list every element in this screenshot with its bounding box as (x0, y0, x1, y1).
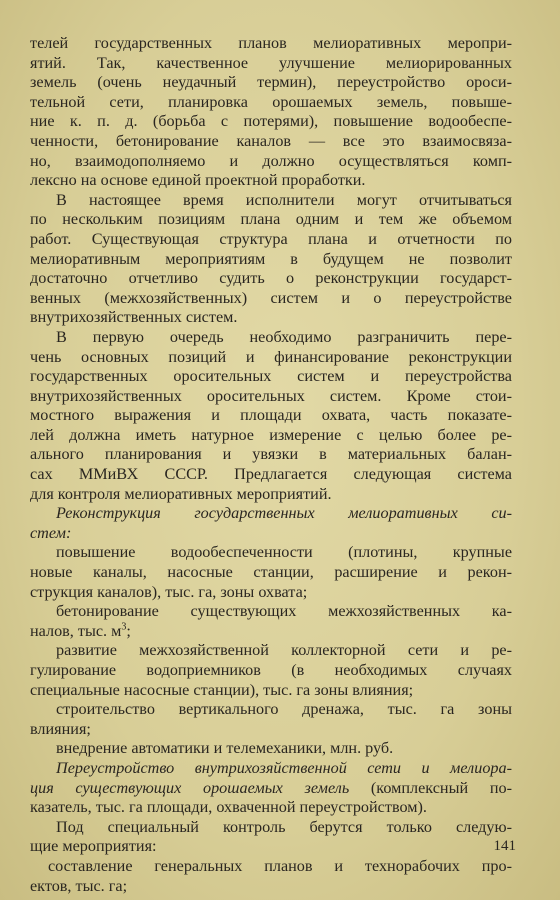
text-line: казатель, тыс. га площади, охваченной переустройством). (30, 798, 427, 817)
text-line: ятий. Так, качественное улучшение мелиорированных (30, 53, 512, 72)
heading-line: стем: (30, 523, 72, 542)
text-line: Под специальный контроль берутся только следую- (56, 817, 512, 836)
heading-line (30, 779, 512, 799)
text-line: ченности, бетонирование каналов — все это взаимосвяза- (30, 131, 512, 150)
text-line: но, взаимодополняемо и должно осуществляться комп- (30, 151, 512, 170)
text-line: составление генеральных планов и технорабочих про- (48, 856, 512, 875)
text-line: телей государственных планов мелиоративных меропри- (30, 34, 512, 52)
text-fragment: налов, тыс. м (30, 621, 122, 640)
text-line: развитие межхозяйственной коллекторной сети и ре- (56, 641, 512, 660)
heading-line: Переустройство внутрихозяйственной сети и мелиора- (56, 758, 512, 777)
text-line: чень основных позиций и финансирование реконструкции (30, 347, 512, 366)
text-line: бетонирование существующих межхозяйственных ка- (56, 602, 512, 621)
text-line: для контроля мелиоративных мероприятий. (30, 484, 332, 503)
text-line: земель (очень неудачный термин), переустройство ороси- (30, 73, 512, 92)
text-line: строительство вертикального дренажа, тыс. га зоны (56, 700, 512, 719)
text-line: щие мероприятия: (30, 837, 157, 856)
text-line: мостного выражения и площади охвата, часть показате- (30, 406, 512, 425)
reconstruction-list (30, 543, 512, 759)
text-line: по нескольким позициям плана одним и тем же объемом (30, 210, 512, 229)
paragraph-3 (30, 328, 512, 504)
text-line: работ. Существующая структура плана и отчетности по (30, 229, 512, 248)
text-line: венных (межхозяйственных) систем и о переустройстве (30, 288, 512, 307)
text-line: ние к. п. д. (борьба с потерями), повышение водообеспе- (30, 112, 512, 131)
text-line: гулирование водоприемников (в необходимых случаях (30, 661, 512, 679)
paragraph-4 (30, 818, 512, 857)
text-line: лей должна иметь натурное измерение с целью более ре- (30, 425, 512, 444)
text-line: государственных оросительных систем и переустройства (30, 367, 512, 386)
text-line: влияния; (30, 719, 91, 738)
text-line: внедрение автоматики и телемеханики, млн. руб. (56, 739, 394, 758)
text-line: достаточно отчетливо судить о реконструкции государст- (30, 269, 512, 288)
list-item (30, 700, 512, 739)
text-line: В настоящее время исполнители могут отчитываться (56, 190, 512, 209)
paragraph-2 (30, 191, 512, 328)
text-line: специальные насосные станции), тыс. га зоны влияния; (30, 680, 414, 699)
text-line: тельной сети, планировка орошаемых земель, повыше- (30, 92, 512, 111)
list-item (30, 602, 512, 641)
heading-fragment: ция существующих орошаемых земель (30, 778, 350, 797)
text-line: сах ММиВХ СССР. Предлагается следующая система (30, 465, 512, 484)
text-line: струкция каналов), тыс. га, зоны охвата; (30, 582, 308, 601)
text-line (30, 622, 512, 642)
heading-line: Реконструкция государственных мелиоративных си- (56, 504, 512, 523)
text-line: внутрихозяйственных систем. (30, 308, 238, 327)
text-line: лексно на основе единой проектной проработки. (30, 171, 366, 190)
text-line: В первую очередь необходимо разграничить пере- (56, 327, 512, 346)
section-heading-restructuring (30, 759, 512, 818)
punctuation: ; (126, 621, 131, 640)
text-line: мелиоративным мероприятиям в будущем не позволит (30, 249, 512, 268)
page-body (30, 34, 512, 896)
control-list (30, 857, 512, 896)
paragraph-1 (30, 34, 512, 191)
text-line: ального планирования и увязки в материальных балан- (30, 445, 512, 464)
text-fragment: (комплексный по- (349, 778, 512, 797)
section-heading-reconstruction (30, 504, 512, 543)
superscript: 3 (121, 621, 127, 633)
list-item (30, 543, 512, 602)
text-line: ектов, тыс. га; (30, 876, 128, 895)
text-line: внутрихозяйственных оросительных систем. Кроме стои- (30, 386, 512, 405)
list-item (30, 857, 512, 896)
list-item (30, 739, 512, 759)
page-number: 141 (493, 838, 516, 854)
text-line: повышение водообеспеченности (плотины, крупные (56, 543, 512, 562)
text-line: новые каналы, насосные станции, расширение и рекон- (30, 563, 512, 582)
list-item (30, 641, 512, 700)
